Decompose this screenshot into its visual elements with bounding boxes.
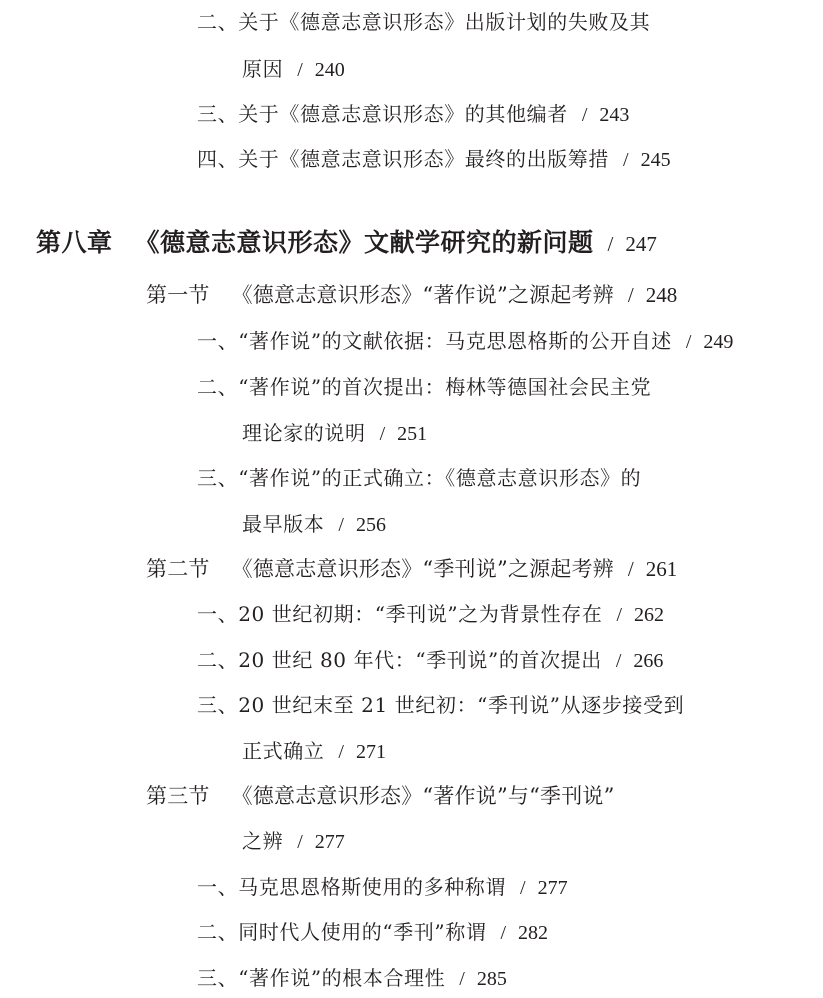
item-text: 20 世纪 80 年代：“季刊说”的首次提出 xyxy=(238,648,602,672)
toc-item[interactable] xyxy=(197,149,671,170)
item-text-cont: 理论家的说明 xyxy=(242,421,366,445)
page-number: 282 xyxy=(518,922,549,944)
page-number: 249 xyxy=(703,331,734,353)
item-text-cont: 正式确立 xyxy=(242,739,325,763)
item-prefix: 四、 xyxy=(197,147,239,171)
separator: / xyxy=(520,877,526,899)
toc-item-continuation[interactable] xyxy=(242,59,345,80)
separator: / xyxy=(623,149,629,171)
separator: / xyxy=(627,283,634,307)
page-number: 262 xyxy=(634,604,665,626)
item-text: 关于《德意志意识形态》出版计划的失败及其 xyxy=(238,10,651,34)
page-number: 277 xyxy=(314,831,345,853)
item-text: 关于《德意志意识形态》最终的出版筹措 xyxy=(238,147,610,171)
page-number: 261 xyxy=(645,557,678,581)
toc-item[interactable] xyxy=(197,922,548,943)
page-number: 266 xyxy=(633,650,664,672)
separator: / xyxy=(627,557,634,581)
item-text: 同时代人使用的“季刊”称谓 xyxy=(238,920,487,944)
toc-item[interactable] xyxy=(197,468,641,488)
page-number: 245 xyxy=(640,149,671,171)
separator: / xyxy=(607,232,614,256)
section-heading[interactable] xyxy=(146,786,615,807)
toc-item[interactable] xyxy=(197,968,507,989)
item-text: 20 世纪末至 21 世纪初：“季刊说”从逐步接受到 xyxy=(238,693,685,717)
section-title: 《德意志意识形态》“季刊说”之源起考辨 xyxy=(231,557,614,581)
section-heading[interactable] xyxy=(146,285,677,306)
section-title: 《德意志意识形态》“著作说”之源起考辨 xyxy=(231,283,614,307)
item-prefix: 二、 xyxy=(197,920,239,944)
item-text: 20 世纪初期：“季刊说”之为背景性存在 xyxy=(238,602,603,626)
item-prefix: 一、 xyxy=(197,875,239,899)
chapter-heading[interactable] xyxy=(36,230,657,255)
item-text-cont: 最早版本 xyxy=(242,512,325,536)
section-number: 第三节 xyxy=(146,784,210,808)
page-number: 248 xyxy=(645,283,678,307)
separator: / xyxy=(459,968,465,990)
separator: / xyxy=(615,650,622,672)
item-text-cont: 原因 xyxy=(242,57,284,81)
item-prefix: 三、 xyxy=(197,693,239,717)
toc-item[interactable] xyxy=(197,695,684,715)
section-number: 第二节 xyxy=(146,557,210,581)
section-heading[interactable] xyxy=(146,559,677,580)
toc-item-continuation[interactable] xyxy=(242,423,427,444)
toc-item-continuation[interactable] xyxy=(242,514,386,535)
separator: / xyxy=(685,331,692,353)
page-number: 271 xyxy=(355,741,386,763)
section-number: 第一节 xyxy=(146,283,210,307)
toc-item[interactable] xyxy=(197,12,650,32)
page-number: 277 xyxy=(537,877,568,899)
separator: / xyxy=(297,831,303,853)
item-text: “著作说”的根本合理性 xyxy=(238,966,446,990)
toc-item-continuation[interactable] xyxy=(242,741,386,762)
separator: / xyxy=(616,604,623,626)
separator: / xyxy=(297,59,303,81)
page-number: 251 xyxy=(397,423,428,445)
item-text: “著作说”的正式确立：《德意志意识形态》的 xyxy=(238,466,642,490)
chapter-number: 第八章 xyxy=(36,228,113,257)
page-number: 243 xyxy=(599,104,630,126)
section-title: 《德意志意识形态》“著作说”与“季刊说” xyxy=(231,784,615,808)
item-prefix: 三、 xyxy=(197,466,239,490)
separator: / xyxy=(379,423,386,445)
page-number: 285 xyxy=(476,968,507,990)
separator: / xyxy=(500,922,507,944)
item-text: “著作说”的文献依据：马克思恩格斯的公开自述 xyxy=(238,329,672,353)
item-prefix: 一、 xyxy=(197,602,239,626)
page-number: 240 xyxy=(314,59,345,81)
toc-item[interactable] xyxy=(197,104,629,125)
item-text: 马克思恩格斯使用的多种称谓 xyxy=(238,875,507,899)
toc-item[interactable] xyxy=(197,331,733,352)
toc-item[interactable] xyxy=(197,877,568,898)
item-prefix: 二、 xyxy=(197,375,239,399)
item-prefix: 三、 xyxy=(197,102,239,126)
section-title-cont: 之辨 xyxy=(242,829,284,853)
item-prefix: 一、 xyxy=(197,329,239,353)
item-text: 关于《德意志意识形态》的其他编者 xyxy=(238,102,568,126)
item-text: “著作说”的首次提出：梅林等德国社会民主党 xyxy=(238,375,652,399)
item-prefix: 二、 xyxy=(197,648,239,672)
toc-item[interactable] xyxy=(197,650,663,671)
page-number: 256 xyxy=(355,514,386,536)
toc-item[interactable] xyxy=(197,604,664,625)
separator: / xyxy=(338,741,344,763)
chapter-title: 《德意志意识形态》文献学研究的新问题 xyxy=(134,228,594,257)
item-prefix: 二、 xyxy=(197,10,239,34)
toc-item[interactable] xyxy=(197,377,651,397)
item-prefix: 三、 xyxy=(197,966,239,990)
page-number: 247 xyxy=(625,232,657,256)
section-heading-continuation[interactable] xyxy=(242,831,345,852)
separator: / xyxy=(338,514,344,536)
separator: / xyxy=(581,104,588,126)
